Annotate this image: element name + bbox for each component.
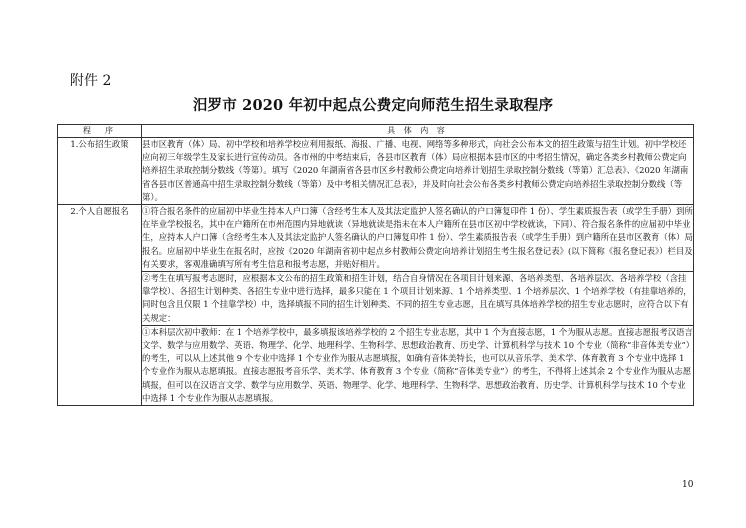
registration-content-part-1: ①符合报名条件的应届初中毕业生持本人户口簿（含经考生本人及其法定监护人签名确认的户口簿复印件 1 份）、学生素质报告表（或学生手册）到所在毕业学校报名，其中在户籍所在市州范围内异地就读（异地就读是指未在本人户籍所在县市区初中学校就读，下同）、符合报名条件的应届初中毕业生，应持本人户口簿（含经考生本人及其法定监护人签名确认的户口簿复印件 1 份）、学生素质报告表（或学生手册）到户籍所在县市区教育（体）局报名。应届初中毕业生在报名时，应按《2020 年湖南省初中起点乡村教师公费定向培养计划招生考生报名登记表》(以下简称《报名登记表》）栏目及有关要求，客观准确填写所有考生信息和报考志愿，并贴好相片。: [142, 205, 694, 272]
attachment-label: 附件 2: [70, 73, 112, 89]
step-content-publish-policy: 县市区教育（体）局、初中学校和培养学校应利用报纸、海报、广播、电视、网络等多种形式，向社会公布本文的招生政策与招生计划。初中学校还应向初三年级学生及家长进行宣传动员。各市州的中考结束后，各县市区教育（体）局应根据本县市区的中考招生情况，确定各类乡村教师公费定向培养招生录取控制分数线（等第）。填写《2020 年湖南省各县市区乡村教师公费定向培养计划招生录取控制分数线（等第）汇总表》、《2020 年湖南省各县市区普通高中招生录取控制分数线（等第）及中考相关情况汇总表》，并及时向社会公布各类乡村教师公费定向培养招生录取控制分数线（等第）。: [142, 138, 694, 205]
table-header-row: [58, 125, 694, 138]
step-label-registration: 2.个人自愿报名: [58, 205, 142, 406]
procedure-table: [57, 124, 694, 406]
table-row-registration-part-2: [58, 272, 694, 326]
registration-content-part-3: ①本科层次初中教师：在 1 个培养学校中，最多填报该培养学校的 2 个招生专业志愿，其中 1 个为直接志愿，1 个为服从志愿。直接志愿报考汉语言文学、数学与应用数学、英语、物理学、化学、地理科学、生物科学、思想政治教育、历史学、计算机科学与技术 10 个专业（简称“非音体美专业”）的考生，可以从上述其他 9 个专业中选择 1 个专业作为服从志愿填报，如确有音体美特长，也可以从音乐学、美术学、体育教育 3 个专业中选择 1 个专业作为服从志愿填报。直接志愿报考音乐学、美术学、体育教育 3 个专业（简称“音体美专业”）的考生，不得将上述其余 2 个专业作为服从志愿填报，但可以在汉语言文学、数学与应用数学、英语、物理学、化学、地理科学、生物科学、思想政治教育、历史学、计算机科学与技术 10 个专业中选择 1 个专业作为服从志愿填报。: [142, 325, 694, 405]
step-label-publish-policy: 1.公布招生政策: [58, 138, 142, 205]
document-title: 汨罗市 2020 年初中起点公费定向师范生招生录取程序: [192, 97, 554, 114]
registration-content-part-2: ②考生在填写报考志愿时，应根据本文公布的招生政策和招生计划，结合自身情况在各项目计划来源、各培养类型、各培养层次、各培养学校（含挂靠学校）、各招生计划种类、各招生专业中进行选择，最多只能在 1 个项目计划来源、1 个培养类型、1 个培养层次、1 个培养学校（有挂靠培养的，同时包含且仅限 1 个挂靠学校）中，选择填报不同的招生计划种类、不同的招生专业志愿，且在填写具体培养学校的招生专业志愿时，应符合以下有关规定：: [142, 272, 694, 326]
table-row-registration-part-1: [58, 205, 694, 272]
page-number: 10: [682, 480, 694, 490]
table-row-publish-policy: [58, 138, 694, 205]
header-step: 程 序: [58, 125, 142, 138]
table-row-registration-part-3: [58, 325, 694, 405]
header-content: 具 体 内 容: [142, 125, 694, 138]
